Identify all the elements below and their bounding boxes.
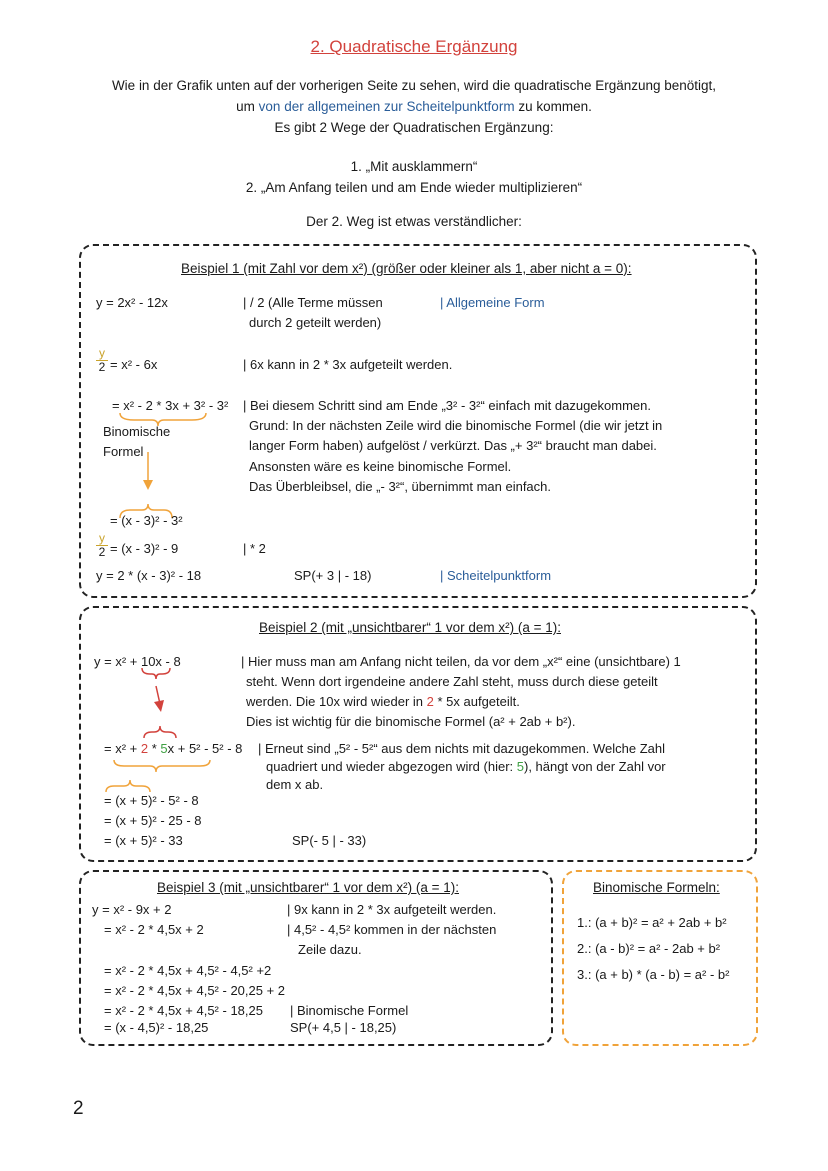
ex1-vertex-form-tag: | Scheitelpunktform [440, 568, 552, 583]
ex3-eq-2: = x² - 2 * 4,5x + 2 [104, 922, 204, 937]
ex3-eq-3: = x² - 2 * 4,5x + 4,5² - 4,5² +2 [104, 963, 272, 978]
ex2-annotation-arrows [98, 664, 228, 794]
ex1-comment-3e: Das Überbleibsel, die „- 3²“, übernimmt man einfach. [249, 479, 552, 494]
binomial-formula-2: 2.: (a - b)² = a² - 2ab + b² [577, 941, 721, 956]
ex3-comment-2b: Zeile dazu. [298, 942, 362, 957]
ex3-comment-5: | Binomische Formel [290, 1003, 409, 1018]
ex1-vertex: SP(+ 3 | - 18) [294, 568, 372, 583]
ex2-eq-1: y = x² + 10x - 8 [94, 654, 181, 669]
ex1-fraction-2: $\frac{y}{2}$ [96, 532, 108, 559]
way-2: 2. „Am Anfang teilen und am Ende wieder multiplizieren“ [245, 180, 583, 195]
ex1-eq-2: = x² - 6x [110, 357, 158, 372]
ex1-eq-5: = (x - 3)² - 9 [110, 541, 179, 556]
ex2-eq-3: = (x + 5)² - 5² - 8 [104, 793, 199, 808]
page-number: 2 [73, 1098, 84, 1119]
ex1-eq-6: y = 2 * (x - 3)² - 18 [96, 568, 202, 583]
ex1-comment-3d: Ansonsten wäre es keine binomische Formel. [249, 459, 512, 474]
ex2-eq-5: = (x + 5)² - 33 [104, 833, 183, 848]
ex1-comment-2: | 6x kann in 2 * 3x aufgeteilt werden. [243, 357, 453, 372]
ex1-comment-1a: | / 2 (Alle Terme müssen [243, 295, 383, 310]
intro-line-2: um von der allgemeinen zur Scheitelpunktform zu kommen. [236, 99, 592, 114]
ex2-comment-2c: dem x ab. [266, 777, 324, 792]
ex1-binomial-label-1: Binomische [103, 424, 171, 439]
ex3-comment-2a: | 4,5² - 4,5² kommen in der nächsten [287, 922, 497, 937]
ex1-fraction-1: $\frac{y}{2}$ [96, 347, 108, 374]
ex1-comment-3a: | Bei diesem Schritt sind am Ende „3² - 3²“ einfach mit dazugekommen. [243, 398, 651, 413]
ex1-comment-3c: langer Form haben) aufgelöst / verkürzt. Das „+ 3²“ braucht man dabei. [249, 438, 657, 453]
ex3-vertex: SP(+ 4,5 | - 18,25) [290, 1020, 397, 1035]
ex2-eq-4: = (x + 5)² - 25 - 8 [104, 813, 202, 828]
ex3-eq-1: y = x² - 9x + 2 [92, 902, 172, 917]
ex1-comment-1b: durch 2 geteilt werden) [249, 315, 382, 330]
way-1: 1. „Mit ausklammern“ [350, 159, 478, 174]
ex2-comment-1c: werden. Die 10x wird wieder in 2 * 5x aufgeteilt. [246, 694, 520, 709]
page-title: 2. Quadratische Ergänzung [310, 37, 518, 56]
ex1-general-form-tag: | Allgemeine Form [440, 295, 545, 310]
binomial-formula-1: 1.: (a + b)² = a² + 2ab + b² [577, 915, 727, 930]
ex2-eq-2: = x² + 2 * 5x + 5² - 5² - 8 [104, 741, 243, 756]
intro-line-1: Wie in der Grafik unten auf der vorherigen Seite zu sehen, wird die quadratische Ergänzung benötigt, [111, 78, 717, 93]
ex3-eq-4: = x² - 2 * 4,5x + 4,5² - 20,25 + 2 [104, 983, 286, 998]
ex1-comment-5: | * 2 [243, 541, 266, 556]
binomial-formulas-heading: Binomische Formeln: [593, 880, 720, 895]
ex3-eq-6: = (x - 4,5)² - 18,25 [104, 1020, 209, 1035]
ex2-comment-2b: quadriert und wieder abgezogen wird (hier: 5), hängt von der Zahl vor [266, 759, 666, 774]
ex3-eq-5: = x² - 2 * 4,5x + 4,5² - 18,25 [104, 1003, 263, 1018]
ex3-comment-1: | 9x kann in 2 * 3x aufgeteilt werden. [287, 902, 497, 917]
ex1-eq-3: = x² - 2 * 3x + 3² - 3² [112, 398, 229, 413]
example-1-heading: Beispiel 1 (mit Zahl vor dem x²) (größer oder kleiner als 1, aber nicht a = 0): [181, 261, 632, 276]
ex2-comment-1b: steht. Wenn dort irgendeine andere Zahl steht, muss durch diese geteilt [246, 674, 658, 689]
ex2-vertex: SP(- 5 | - 33) [292, 833, 367, 848]
ex2-comment-1d: Dies ist wichtig für die binomische Formel (a² + 2ab + b²). [246, 714, 576, 729]
ex1-eq-1: y = 2x² - 12x [96, 295, 168, 310]
intro-link-text: von der allgemeinen zur Scheitelpunktform [258, 99, 515, 114]
intro-line-3: Es gibt 2 Wege der Quadratischen Ergänzung: [274, 120, 554, 135]
binomial-formula-3: 3.: (a + b) * (a - b) = a² - b² [577, 967, 730, 982]
intro-note: Der 2. Weg ist etwas verständlicher: [306, 214, 522, 229]
ex1-eq-4: = (x - 3)² - 3² [110, 513, 183, 528]
ex2-comment-2a: | Erneut sind „5² - 5²“ aus dem nichts mit dazugekommen. Welche Zahl [258, 741, 666, 756]
ex1-binomial-label-2: Formel [103, 444, 144, 459]
example-2-heading: Beispiel 2 (mit „unsichtbarer“ 1 vor dem x²) (a = 1): [259, 620, 561, 635]
ex2-comment-1a: | Hier muss man am Anfang nicht teilen, da vor dem „x²“ eine (unsichtbare) 1 [241, 654, 681, 669]
ex1-comment-3b: Grund: In der nächsten Zeile wird die binomische Formel (die wir jetzt in [249, 418, 663, 433]
example-3-heading: Beispiel 3 (mit „unsichtbarer“ 1 vor dem x²) (a = 1): [157, 880, 459, 895]
